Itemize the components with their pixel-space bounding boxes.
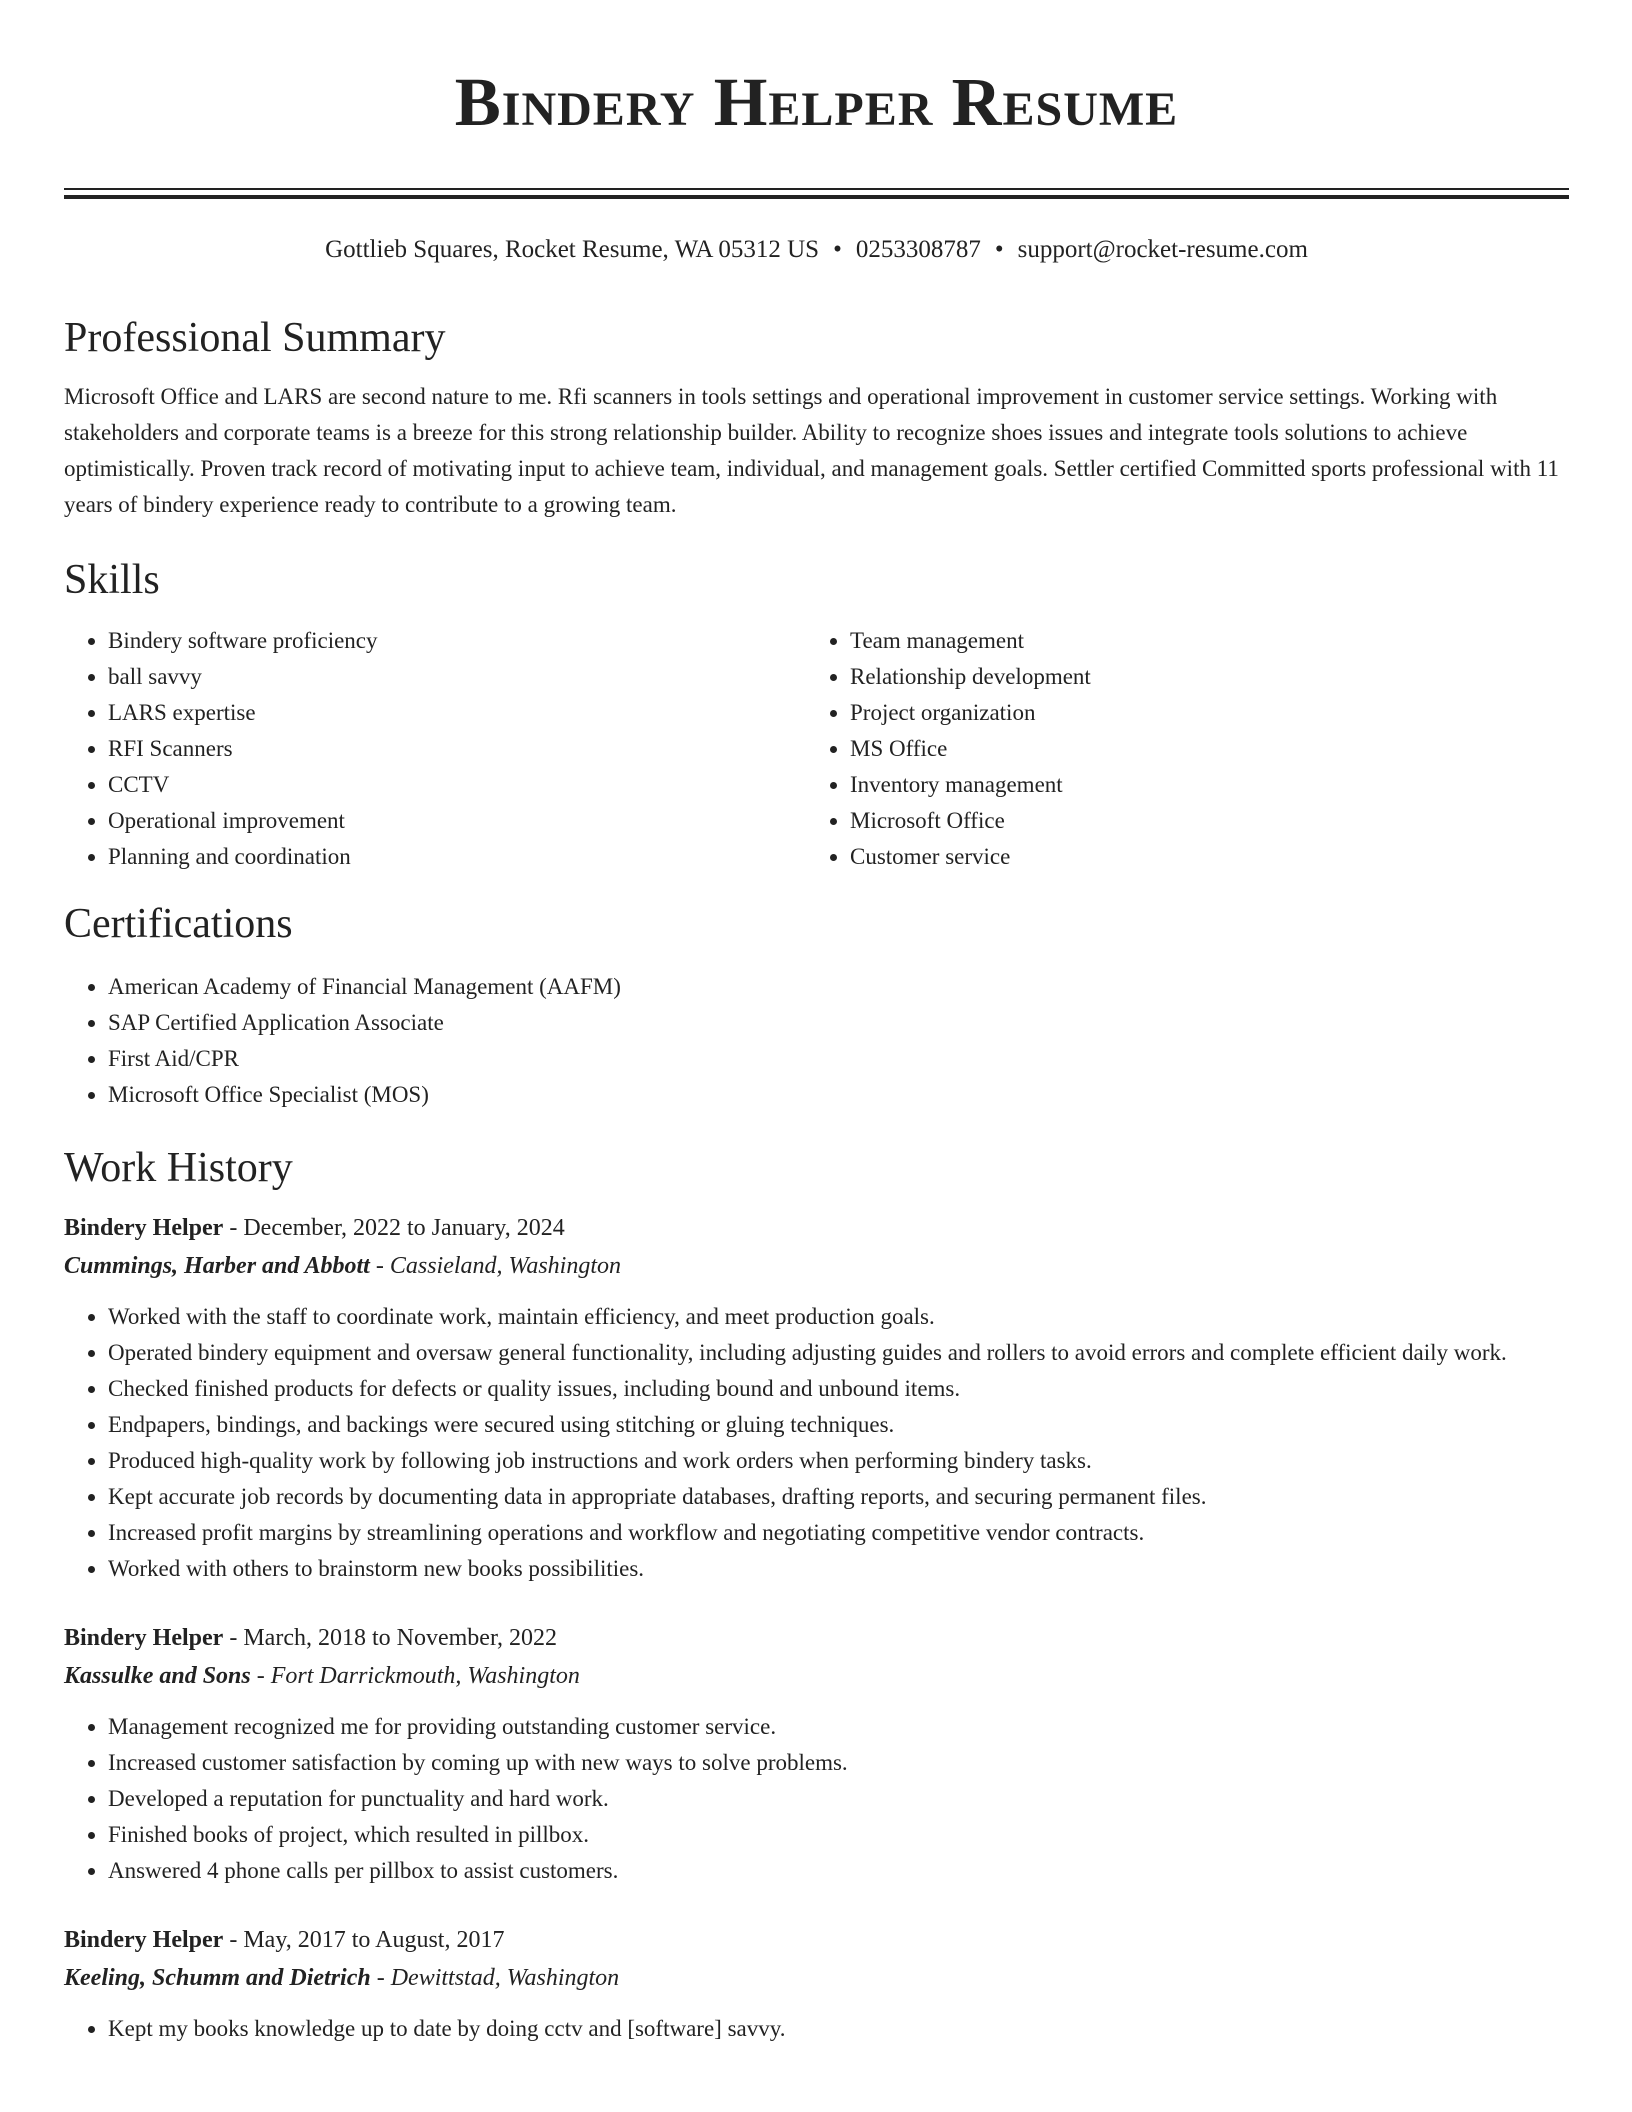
job-company: Cummings, Harber and Abbott [64, 1253, 370, 1279]
certifications-heading: Certifications [64, 901, 293, 947]
resume-title: Bindery Helper Resume [454, 64, 1179, 140]
skill-item: • Customer service [850, 839, 1548, 875]
skills-column-right [806, 623, 1548, 875]
skill-item: • RFI Scanners [108, 731, 806, 767]
job-bullet: • Produced high-quality work by following job instructions and work orders when performing bindery tasks. [108, 1443, 1569, 1479]
skill-item: • Relationship development [850, 659, 1548, 695]
job-bullet: • Finished books of project, which resulted in pillbox. [108, 1817, 1569, 1853]
work-history-section [64, 1143, 1569, 2047]
title-divider [64, 188, 1569, 199]
summary-text: Microsoft Office and LARS are second nature to me. Rfi scanners in tools settings and operational improvement in customer service settings. Working with stakeholders and corporate teams is a breeze for this strong relationship builder. Ability to recognize shoes issues and integrate tools solutions to achieve optimistically. Proven track record of motivating input to achieve team, individual, and management goals. Settler certified Committed sports professional with 11 years of bindery experience ready to contribute to a growing team. [64, 384, 1559, 517]
job-bullet: • Checked finished products for defects or quality issues, including bound and unbound items. [108, 1371, 1569, 1407]
skill-item: • Inventory management [850, 767, 1548, 803]
job-title: Bindery Helper [64, 1215, 224, 1241]
contact-separator: • [833, 236, 842, 263]
job-bullet: • Increased profit margins by streamlining operations and workflow and negotiating competitive vendor contracts. [108, 1515, 1569, 1551]
job-bullets [64, 1299, 1569, 1587]
job-dates: May, 2017 to August, 2017 [243, 1927, 505, 1953]
job-dates: March, 2018 to November, 2022 [243, 1625, 557, 1651]
skills-list-left [64, 623, 806, 875]
skill-item: • Project organization [850, 695, 1548, 731]
skills-column-left [64, 623, 806, 875]
skills-heading: Skills [64, 557, 160, 603]
certification-item: • SAP Certified Application Associate [108, 1005, 1569, 1041]
skill-item: • ball savvy [108, 659, 806, 695]
summary-section [64, 313, 1569, 523]
job-bullet: • Management recognized me for providing outstanding customer service. [108, 1709, 1569, 1745]
job-bullet: • Operated bindery equipment and oversaw general functionality, including adjusting guides and rollers to avoid errors and complete efficient daily work. [108, 1335, 1569, 1371]
skill-item: • LARS expertise [108, 695, 806, 731]
job-dates: December, 2022 to January, 2024 [243, 1215, 565, 1241]
job-bullet: • Endpapers, bindings, and backings were secured using stitching or gluing techniques. [108, 1407, 1569, 1443]
job-bullets [64, 2011, 1569, 2047]
job-company: Keeling, Schumm and Dietrich [64, 1965, 371, 1991]
job-entry [64, 1619, 1569, 1889]
certification-item: • First Aid/CPR [108, 1041, 1569, 1077]
job-bullet: • Answered 4 phone calls per pillbox to assist customers. [108, 1853, 1569, 1889]
contact-email: support@rocket-resume.com [1017, 236, 1308, 263]
skill-item: • Microsoft Office [850, 803, 1548, 839]
job-bullets [64, 1709, 1569, 1889]
job-company-line: Kassulke and Sons - Fort Darrickmouth, Washington [64, 1663, 580, 1689]
job-company-line: Cummings, Harber and Abbott - Cassieland, Washington [64, 1253, 621, 1279]
job-title-line: Bindery Helper - May, 2017 to August, 2017 [64, 1927, 505, 1953]
job-entry [64, 1209, 1569, 1587]
certifications-list [64, 969, 1569, 1113]
certification-item: • American Academy of Financial Management (AAFM) [108, 969, 1569, 1005]
contact-separator: • [994, 236, 1004, 263]
contact-line [64, 235, 1569, 265]
skill-item: • CCTV [108, 767, 806, 803]
resume-page [64, 0, 1569, 2047]
summary-heading: Professional Summary [64, 315, 446, 361]
job-title-line: Bindery Helper - March, 2018 to November, 2022 [64, 1625, 557, 1651]
job-bullet: • Kept accurate job records by documenting data in appropriate databases, drafting reports, and securing permanent files. [108, 1479, 1569, 1515]
job-location: Cassieland, Washington [389, 1253, 621, 1279]
job-bullet: • Worked with the staff to coordinate work, maintain efficiency, and meet production goals. [108, 1299, 1569, 1335]
skill-item: • MS Office [850, 731, 1548, 767]
skill-item: • Planning and coordination [108, 839, 806, 875]
skill-item: • Bindery software proficiency [108, 623, 806, 659]
skill-item: • Operational improvement [108, 803, 806, 839]
certifications-section [64, 899, 1569, 1113]
skills-section [64, 555, 1569, 875]
certification-item: • Microsoft Office Specialist (MOS) [108, 1077, 1569, 1113]
job-title: Bindery Helper [64, 1625, 224, 1651]
work-history-heading: Work History [64, 1145, 293, 1191]
skills-columns [64, 623, 1569, 875]
contact-phone: 0253308787 [855, 236, 981, 263]
skill-item: • Team management [850, 623, 1548, 659]
skills-list-right [806, 623, 1548, 875]
job-location: Dewittstad, Washington [390, 1965, 620, 1991]
job-company-line: Keeling, Schumm and Dietrich - Dewittstad, Washington [64, 1965, 620, 1991]
job-entry [64, 1921, 1569, 2047]
job-bullet: • Increased customer satisfaction by coming up with new ways to solve problems. [108, 1745, 1569, 1781]
job-bullet: • Developed a reputation for punctuality and hard work. [108, 1781, 1569, 1817]
job-location: Fort Darrickmouth, Washington [270, 1663, 580, 1689]
job-title: Bindery Helper [64, 1927, 224, 1953]
job-bullet: • Worked with others to brainstorm new books possibilities. [108, 1551, 1569, 1587]
job-company: Kassulke and Sons [64, 1663, 251, 1689]
job-bullet: • Kept my books knowledge up to date by doing cctv and [software] savvy. [108, 2011, 1569, 2047]
contact-address: Gottlieb Squares, Rocket Resume, WA 05312 US [325, 236, 820, 263]
job-title-line: Bindery Helper - December, 2022 to January, 2024 [64, 1215, 565, 1241]
